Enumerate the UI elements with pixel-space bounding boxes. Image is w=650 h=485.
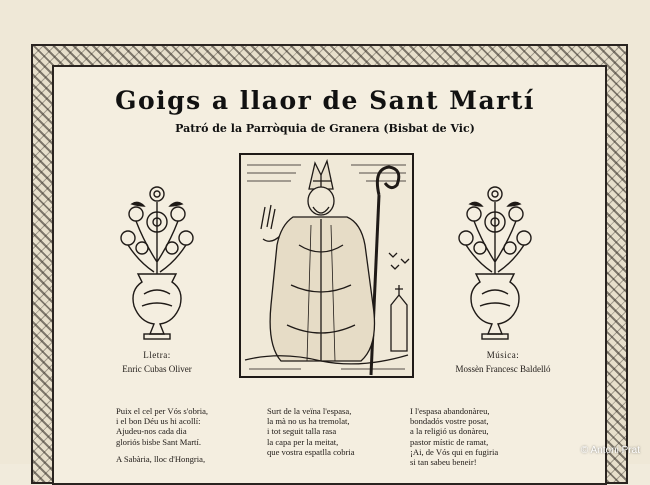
verse-line: la capa per la meitat, xyxy=(267,436,339,447)
verse-line: pastor místic de ramat, xyxy=(410,436,489,447)
verse-line: que vostra espatlla cobria xyxy=(267,446,355,457)
verse-line: bondadós vostre posat, xyxy=(410,416,489,427)
verse-line: gloriós bisbe Sant Martí. xyxy=(116,436,201,447)
saint-woodcut xyxy=(239,153,414,378)
page-title: Goigs a llaor de Sant Martí xyxy=(115,86,535,115)
verse-column-2 xyxy=(267,406,355,457)
verse-column-3 xyxy=(410,406,498,467)
verse-line: la mà no us ha tremolat, xyxy=(267,416,350,427)
verse-line: Ajudeu-nos cada dia xyxy=(116,426,187,437)
photo-credit: © Antoni Prat xyxy=(580,445,640,456)
music-credit xyxy=(418,348,588,376)
page-subtitle: Patró de la Parròquia de Granera (Bisbat de Vic) xyxy=(175,122,475,135)
verse-line: Puix el cel per Vós s'obria, xyxy=(116,406,209,416)
verse-line: ¡Ai, de Vós qui en fugiria xyxy=(410,446,499,457)
verse-column-1 xyxy=(116,406,208,447)
verse-column-1-next xyxy=(116,454,205,464)
verse-line: A Sabària, lloc d'Hongria, xyxy=(116,454,206,464)
lyrics-credit xyxy=(82,348,232,376)
lyrics-author: Enric Cubas Oliver xyxy=(122,364,192,374)
music-label: Música: xyxy=(486,350,520,360)
verse-line: a la religió us donàreu, xyxy=(410,426,489,437)
lyrics-label: Lletra: xyxy=(143,350,171,360)
verse-line: si tan sabeu beneir! xyxy=(410,457,477,468)
flower-vase-left-icon xyxy=(114,182,200,342)
bishop-saint-icon xyxy=(241,155,412,376)
verse-line: Surt de la veïna l'espasa, xyxy=(267,406,352,416)
music-author: Mossèn Francesc Baldelló xyxy=(455,364,551,374)
flower-vase-right-icon xyxy=(452,182,538,342)
verse-line: I l'espasa abandonàreu, xyxy=(410,406,490,416)
verse-line: i el bon Déu us hi acollí: xyxy=(116,416,201,427)
verse-line: i tot seguit talla rasa xyxy=(267,426,337,437)
